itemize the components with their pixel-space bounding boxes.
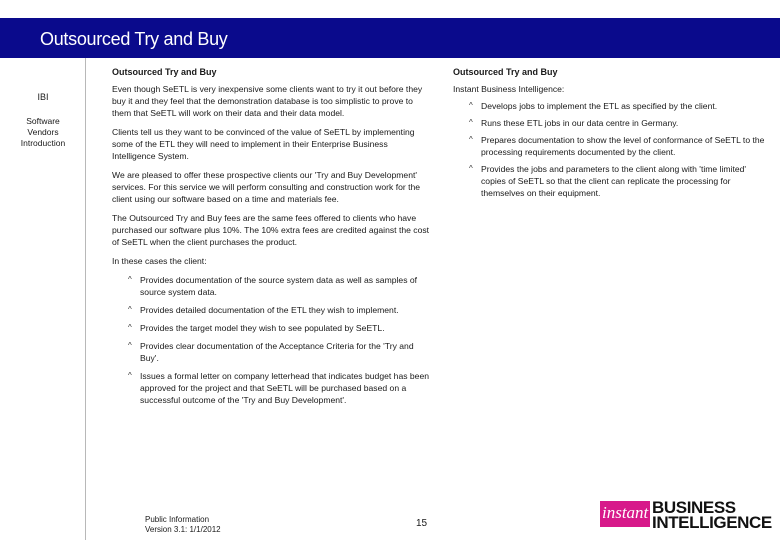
list-item	[112, 370, 430, 406]
company-logo	[600, 498, 776, 532]
list-item-text: Develops jobs to implement the ETL as specified by the client.	[481, 101, 718, 111]
content-column-right	[453, 66, 771, 204]
logo-word-intelligence: INTELLIGENCE	[652, 513, 772, 532]
logo-word-business: BUSINESS	[652, 498, 736, 517]
logo-instant-block: instant	[600, 501, 650, 527]
bullet-list	[453, 100, 771, 199]
list-item-text: Provides clear documentation of the Acceptance Criteria for the 'Try and Buy'.	[140, 341, 414, 363]
list-item	[453, 100, 771, 112]
paragraph: Clients tell us they want to be convinced of the value of SeETL by implementing some of the ETL they will need to implement in their Enterprise Business Intelligence System.	[112, 127, 415, 161]
page-number: 15	[416, 518, 428, 529]
paragraph: We are pleased to offer these prospective clients our 'Try and Buy Development' services. For this service we will perform consulting and construction work for the client using our software based on a time and materials fee.	[112, 170, 421, 204]
sidebar-code: IBI	[37, 92, 49, 102]
bullet-icon: ^	[469, 118, 473, 127]
paragraph: Instant Business Intelligence:	[453, 84, 565, 94]
list-item	[112, 322, 430, 334]
bullet-icon: ^	[128, 341, 132, 350]
page-title: Outsourced Try and Buy	[40, 29, 228, 49]
footer-line: Version 3.1: 1/1/2012	[145, 525, 221, 534]
column-heading: Outsourced Try and Buy	[453, 67, 558, 77]
column-heading: Outsourced Try and Buy	[112, 67, 217, 77]
bullet-icon: ^	[128, 371, 132, 380]
list-item	[112, 304, 430, 316]
bullet-icon: ^	[469, 135, 473, 144]
list-item-text: Issues a formal letter on company letterhead that indicates budget has been approved for the project and that SeETL will be purchased based on a successful outcome of the 'Try and Buy Development'.	[140, 371, 430, 405]
list-item-text: Prepares documentation to show the level of conformance of SeETL to the processing requirements documented by the client.	[481, 135, 765, 157]
sidebar-line: Introduction	[20, 138, 66, 148]
footer-info	[145, 515, 221, 535]
list-item	[112, 340, 430, 364]
list-item	[453, 134, 771, 158]
list-item-text: Provides the jobs and parameters to the client along with 'time limited' copies of SeETL so that the client can replicate the processing for themselves on their equipment.	[481, 164, 747, 198]
list-item	[453, 117, 771, 129]
list-item-text: Provides the target model they wish to see populated by SeETL.	[140, 323, 385, 333]
sidebar-section	[0, 116, 86, 149]
list-item	[453, 163, 771, 199]
title-bar	[0, 18, 780, 58]
bullet-icon: ^	[469, 101, 473, 110]
list-item-text: Provides documentation of the source system data as well as samples of source system data.	[140, 275, 418, 297]
content-column-left	[112, 66, 430, 412]
list-item	[112, 274, 430, 298]
list-item-text: Runs these ETL jobs in our data centre in Germany.	[481, 118, 679, 128]
bullet-list	[112, 274, 430, 406]
bullet-icon: ^	[128, 323, 132, 332]
sidebar-line: Software	[26, 116, 60, 126]
footer-line: Public Information	[145, 515, 210, 524]
paragraph: Even though SeETL is very inexpensive some clients want to try it out before they buy it and they feel that the demonstration database is too simplistic to prove to them that SeETL will work on their data and their data model.	[112, 84, 423, 118]
paragraph: The Outsourced Try and Buy fees are the same fees offered to clients who have purchased our software plus 10%. The 10% extra fees are credited against the cost of SeETL when the client purchases the product.	[112, 213, 430, 247]
sidebar-line: Vendors	[27, 127, 59, 137]
bullet-icon: ^	[469, 164, 473, 173]
paragraph: In these cases the client:	[112, 256, 207, 266]
bullet-icon: ^	[128, 275, 132, 284]
list-item-text: Provides detailed documentation of the ETL they wish to implement.	[140, 305, 399, 315]
bullet-icon: ^	[128, 305, 132, 314]
sidebar	[0, 58, 86, 540]
